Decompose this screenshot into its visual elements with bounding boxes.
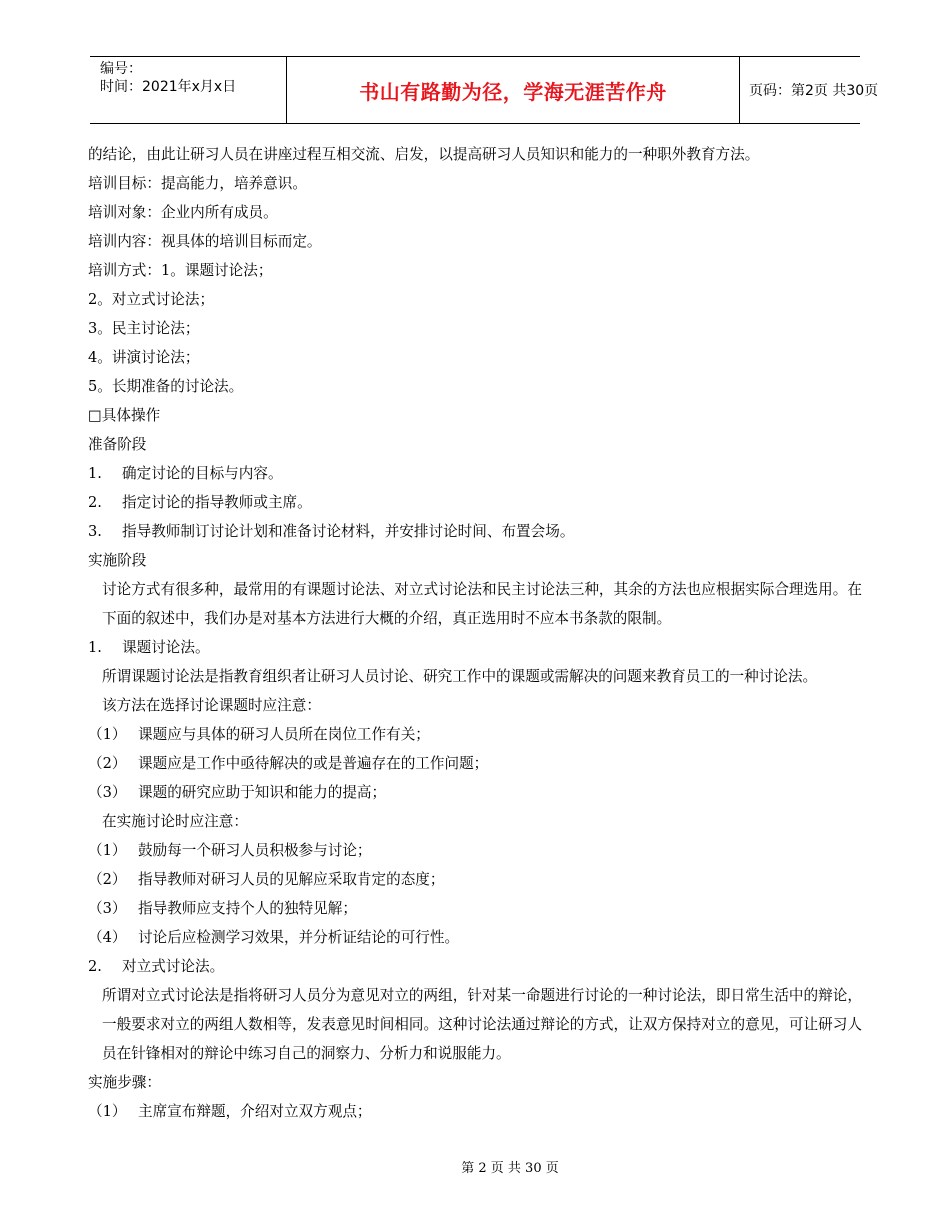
- list-item: [88, 633, 862, 662]
- list-item: [88, 720, 862, 749]
- body-line: 的结论，由此让研习人员在讲座过程互相交流、启发，以提高研习人员知识和能力的一种职外教育方法。: [88, 146, 760, 163]
- list-number: （3）: [88, 900, 127, 917]
- list-number: 2.: [88, 494, 102, 511]
- section-heading: 实施阶段: [88, 552, 147, 569]
- list-number: 1.: [88, 465, 102, 482]
- list-text: 确定讨论的目标与内容。: [122, 465, 283, 482]
- list-text: 课题讨论法。: [122, 639, 210, 656]
- list-text: 课题的研究应助于知识和能力的提高；: [138, 784, 387, 801]
- list-text: 课题应是工作中亟待解决的或是普遍存在的工作问题；: [138, 755, 489, 772]
- list-item: [88, 459, 862, 488]
- body-line: 3。民主讨论法；: [88, 320, 200, 337]
- list-number: （2）: [88, 871, 127, 888]
- list-number: （1）: [88, 1103, 127, 1120]
- list-number: （4）: [88, 929, 127, 946]
- list-text: 主席宣布辩题，介绍对立双方观点；: [138, 1103, 372, 1120]
- list-item: [88, 778, 862, 807]
- list-text: 对立式讨论法。: [122, 958, 225, 975]
- body-line: 2。对立式讨论法；: [88, 291, 215, 308]
- list-text: 课题应与具体的研习人员所在岗位工作有关；: [138, 726, 430, 743]
- page-footer: [0, 1157, 950, 1176]
- header-motto-cell: [286, 57, 740, 123]
- list-number: 3.: [88, 523, 102, 540]
- list-number: （1）: [88, 842, 127, 859]
- body-line: 培训方式：1。课题讨论法；: [88, 262, 273, 279]
- list-item: [88, 865, 862, 894]
- list-number: （1）: [88, 726, 127, 743]
- list-item: [88, 1097, 862, 1126]
- list-item: [88, 894, 862, 923]
- motto-text: 书山有路勤为径，学海无涯苦作舟: [359, 79, 667, 104]
- list-text: 指定讨论的指导教师或主席。: [122, 494, 312, 511]
- list-item: [88, 517, 862, 546]
- paragraph: 所谓课题讨论法是指教育组织者让研习人员讨论、研究工作中的课题或需解决的问题来教育员工的一种讨论法。: [102, 668, 818, 685]
- page-info: 页码：第2页 共30页: [749, 83, 879, 99]
- list-number: （2）: [88, 755, 127, 772]
- document-body: [88, 140, 862, 1126]
- section-heading: 实施步骤：: [88, 1074, 161, 1091]
- section-heading: □具体操作: [88, 407, 161, 424]
- list-text: 鼓励每一个研习人员积极参与讨论；: [138, 842, 372, 859]
- list-text: 指导教师对研习人员的见解应采取肯定的态度；: [138, 871, 445, 888]
- body-line: 培训对象：企业内所有成员。: [88, 204, 278, 221]
- body-line: 在实施讨论时应注意：: [102, 813, 248, 830]
- list-item: [88, 836, 862, 865]
- document-header: [90, 56, 879, 124]
- time-label: 时间：2021年x月x日: [100, 79, 237, 95]
- header-page-cell: [739, 57, 879, 123]
- body-line: 培训内容：视具体的培训目标而定。: [88, 233, 322, 250]
- body-line: 4。讲演讨论法；: [88, 349, 200, 366]
- paragraph: 所谓对立式讨论法是指将研习人员分为意见对立的两组，针对某一命题进行讨论的一种讨论法，即日常生活中的辩论，一般要求对立的两组人数相等，发表意见时间相同。这种讨论法通过辩论的方式，让双方保持对立的意见，可让研习人员在针锋相对的辩论中练习自己的洞察力、分析力和说服能力。: [102, 987, 862, 1062]
- list-item: [88, 952, 862, 981]
- list-text: 指导教师应支持个人的独特见解；: [138, 900, 357, 917]
- list-number: （3）: [88, 784, 127, 801]
- list-item: [88, 749, 862, 778]
- serial-label: 编号：: [100, 61, 142, 77]
- body-line: 5。长期准备的讨论法。: [88, 378, 244, 395]
- list-text: 讨论后应检测学习效果，并分析证结论的可行性。: [138, 929, 460, 946]
- paragraph: 讨论方式有很多种，最常用的有课题讨论法、对立式讨论法和民主讨论法三种，其余的方法也应根据实际合理选用。在下面的叙述中，我们办是对基本方法进行大概的介绍，真正选用时不应本书条款的限制。: [102, 581, 862, 627]
- header-meta-cell: [90, 57, 286, 123]
- list-text: 指导教师制订讨论计划和准备讨论材料，并安排讨论时间、布置会场。: [122, 523, 575, 540]
- footer-page-number: 第 2 页 共 30 页: [461, 1161, 559, 1176]
- list-item: [88, 488, 862, 517]
- list-number: 2.: [88, 958, 102, 975]
- list-item: [88, 923, 862, 952]
- body-line: 该方法在选择讨论课题时应注意：: [102, 697, 321, 714]
- list-number: 1.: [88, 639, 102, 656]
- body-line: 培训目标：提高能力，培养意识。: [88, 175, 307, 192]
- section-heading: 准备阶段: [88, 436, 147, 453]
